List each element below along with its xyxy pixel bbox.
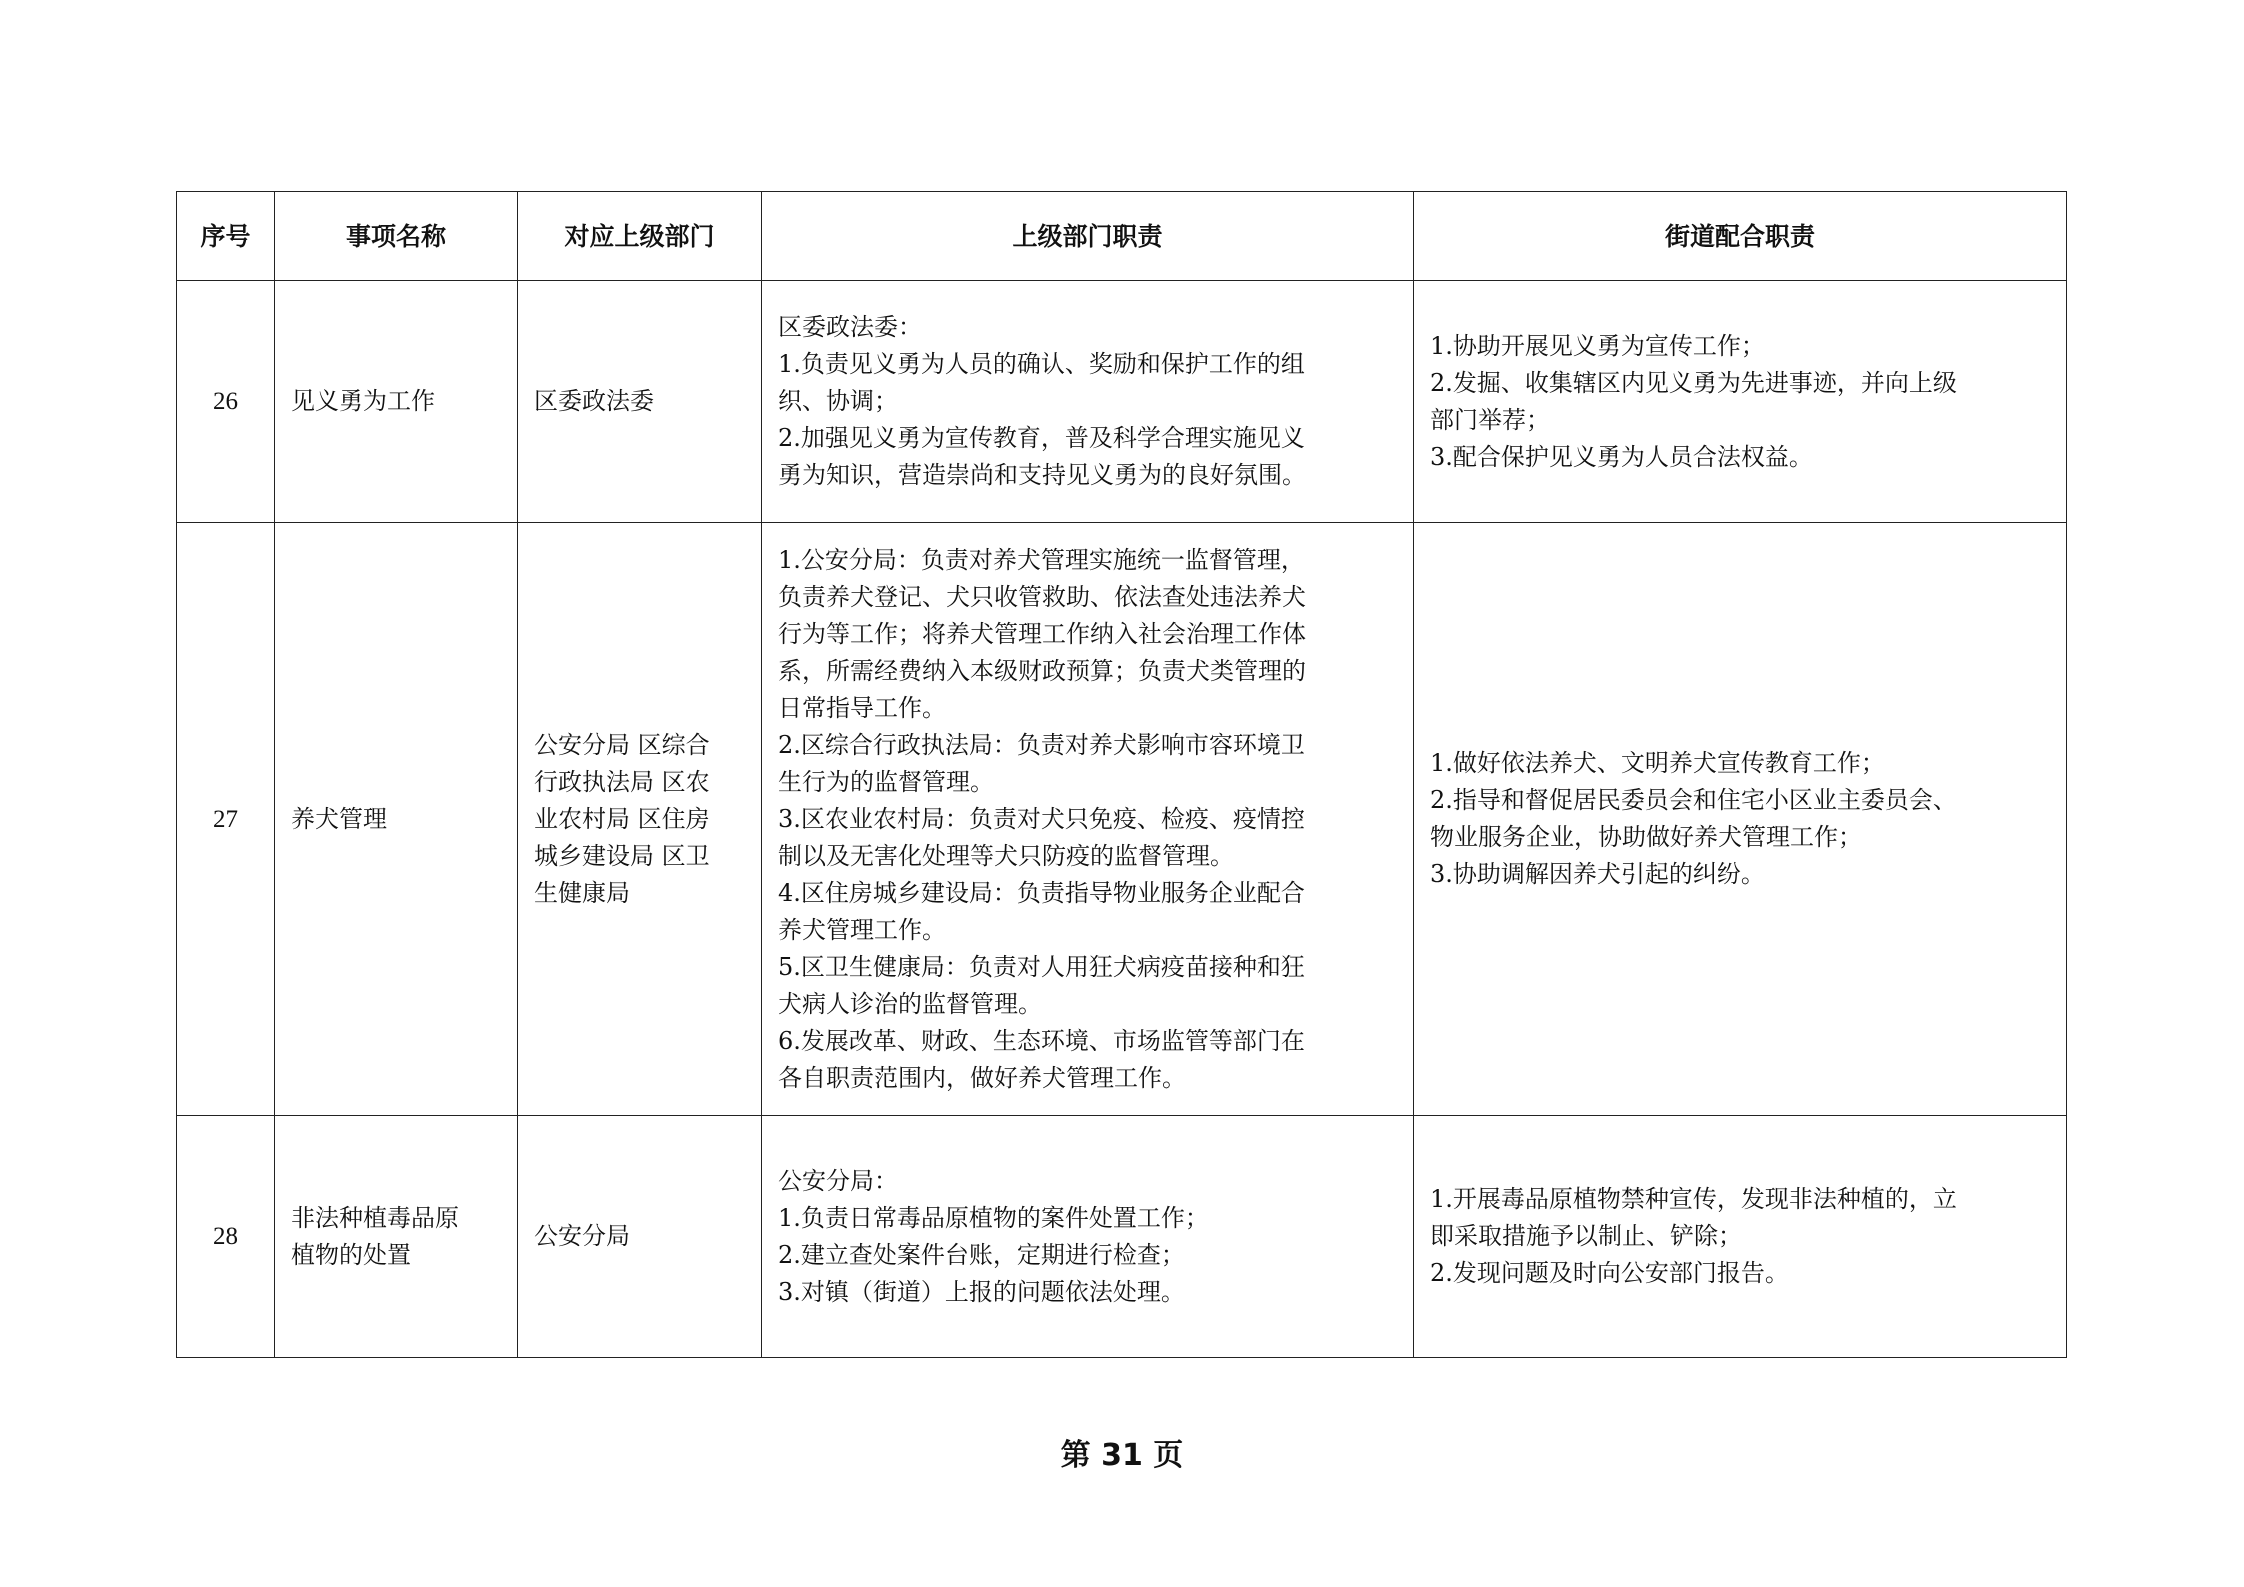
- item-name-cell: [275, 281, 518, 523]
- text-line: 部门举荐；: [1430, 405, 1550, 434]
- text-line: 1.做好依法养犬、文明养犬宣传教育工作；: [1430, 749, 1885, 777]
- text-line: 区委政法委: [534, 387, 654, 415]
- text-line: 2.建立查处案件台账，定期进行检查；: [778, 1240, 1185, 1269]
- upper-duty-cell: [762, 523, 1414, 1116]
- street-duty-cell: [1414, 281, 2067, 523]
- upper-dept-cell: [518, 281, 762, 523]
- text-line: 4.区住房城乡建设局：负责指导物业服务企业配合: [778, 878, 1305, 907]
- upper-dept-cell: [518, 1116, 762, 1358]
- text-line: 2.发掘、收集辖区内见义勇为先进事迹，并向上级: [1430, 368, 1957, 397]
- header-no: 序号: [177, 192, 275, 281]
- text-line: 业农村局 区住房: [534, 804, 710, 833]
- text-line: 养犬管理: [291, 804, 387, 833]
- text-line: 2.加强见义勇为宣传教育，普及科学合理实施见义: [778, 424, 1305, 452]
- text-line: 物业服务企业，协助做好养犬管理工作；: [1430, 823, 1862, 851]
- header-item-name: 事项名称: [275, 192, 518, 281]
- text-line: 1.协助开展见义勇为宣传工作；: [1430, 331, 1765, 360]
- street-duty-cell: [1414, 1116, 2067, 1358]
- header-upper-dept: 对应上级部门: [518, 192, 762, 281]
- text-line: 公安分局 区综合: [534, 730, 710, 759]
- text-line: 各自职责范围内，做好养犬管理工作。: [778, 1063, 1186, 1092]
- text-line: 即采取措施予以制止、铲除；: [1430, 1222, 1742, 1250]
- text-line: 2.发现问题及时向公安部门报告。: [1430, 1259, 1789, 1287]
- text-line: 系，所需经费纳入本级财政预算；负责犬类管理的: [778, 656, 1306, 685]
- upper-duty-cell: [762, 1116, 1414, 1358]
- text-line: 非法种植毒品原: [291, 1203, 459, 1232]
- row-number: 28: [177, 1116, 275, 1358]
- table-row: [177, 1116, 2067, 1358]
- text-line: 生健康局: [534, 878, 630, 907]
- upper-dept-cell: [518, 523, 762, 1116]
- text-line: 1.公安分局：负责对养犬管理实施统一监督管理，: [778, 545, 1305, 574]
- text-line: 公安分局：: [778, 1166, 898, 1195]
- text-line: 5.区卫生健康局：负责对人用狂犬病疫苗接种和狂: [778, 952, 1305, 981]
- text-line: 3.对镇（街道）上报的问题依法处理。: [778, 1277, 1185, 1306]
- text-line: 2.区综合行政执法局：负责对养犬影响市容环境卫: [778, 730, 1305, 759]
- duty-table: [176, 191, 2067, 1358]
- text-line: 区委政法委：: [778, 313, 922, 341]
- table-row: [177, 523, 2067, 1116]
- text-line: 见义勇为工作: [291, 387, 435, 415]
- text-line: 织、协调；: [778, 387, 898, 415]
- item-name-cell: [275, 523, 518, 1116]
- text-line: 城乡建设局 区卫: [534, 841, 710, 870]
- text-line: 2.指导和督促居民委员会和住宅小区业主委员会、: [1430, 786, 1957, 814]
- street-duty-cell: [1414, 523, 2067, 1116]
- text-line: 3.配合保护见义勇为人员合法权益。: [1430, 442, 1813, 471]
- text-line: 制以及无害化处理等犬只防疫的监督管理。: [778, 841, 1234, 870]
- text-line: 行政执法局 区农: [534, 767, 710, 796]
- text-line: 勇为知识，营造崇尚和支持见义勇为的良好氛围。: [778, 461, 1306, 489]
- text-line: 日常指导工作。: [778, 693, 946, 722]
- table-row: [177, 281, 2067, 523]
- text-line: 1.开展毒品原植物禁种宣传，发现非法种植的，立: [1430, 1185, 1957, 1213]
- row-number: 26: [177, 281, 275, 523]
- text-line: 养犬管理工作。: [778, 915, 946, 944]
- upper-duty-cell: [762, 281, 1414, 523]
- text-line: 公安分局: [534, 1222, 630, 1250]
- text-line: 生行为的监督管理。: [778, 767, 994, 796]
- item-name-cell: [275, 1116, 518, 1358]
- page-number: 第 31 页: [1060, 1438, 1184, 1473]
- text-line: 行为等工作；将养犬管理工作纳入社会治理工作体: [778, 619, 1306, 648]
- header-street-duty: 街道配合职责: [1414, 192, 2067, 281]
- header-upper-duty: 上级部门职责: [762, 192, 1414, 281]
- text-line: 犬病人诊治的监督管理。: [778, 989, 1042, 1018]
- row-number: 27: [177, 523, 275, 1116]
- text-line: 植物的处置: [291, 1240, 411, 1269]
- text-line: 负责养犬登记、犬只收管救助、依法查处违法养犬: [778, 582, 1306, 611]
- text-line: 1.负责日常毒品原植物的案件处置工作；: [778, 1203, 1209, 1232]
- header-row: [177, 192, 2067, 281]
- text-line: 3.区农业农村局：负责对犬只免疫、检疫、疫情控: [778, 804, 1305, 833]
- text-line: 1.负责见义勇为人员的确认、奖励和保护工作的组: [778, 350, 1305, 378]
- text-line: 3.协助调解因养犬引起的纠纷。: [1430, 860, 1765, 888]
- text-line: 6.发展改革、财政、生态环境、市场监管等部门在: [778, 1026, 1305, 1055]
